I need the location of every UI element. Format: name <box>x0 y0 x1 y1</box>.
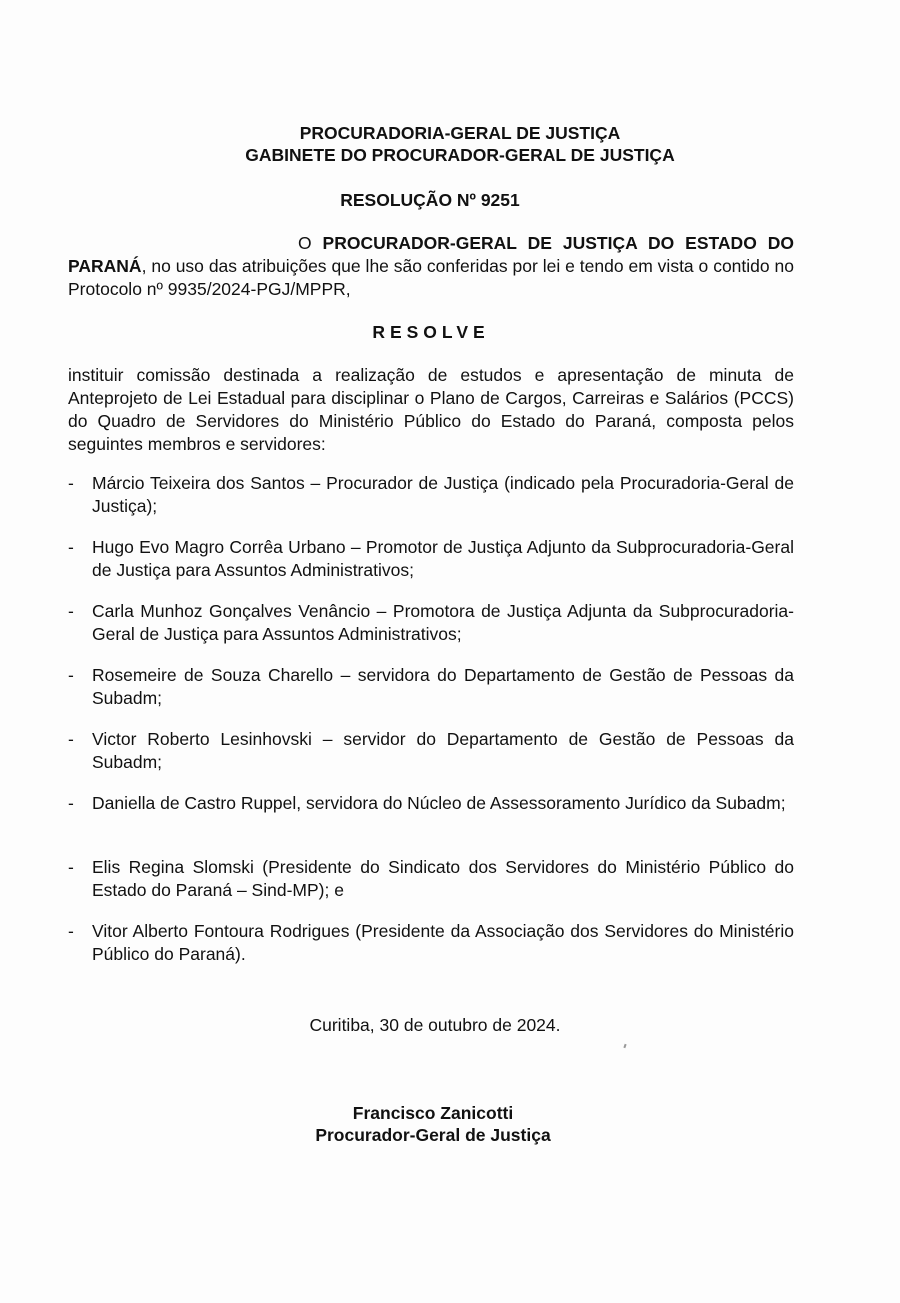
member-item <box>68 856 794 902</box>
resolve-heading: RESOLVE <box>372 322 490 342</box>
bullet-dash: - <box>68 537 74 557</box>
signatory-name: Francisco Zanicotti <box>352 1103 514 1123</box>
bullet-dash: - <box>68 601 74 621</box>
member-item <box>68 536 794 582</box>
member-item <box>68 728 794 774</box>
preamble-rest: , no uso das atribuições que lhe são conferidas por lei e tendo em vista o contido no Protocolo nº 9935/2024-PGJ/MPPR, <box>68 256 794 299</box>
member-item <box>68 920 794 966</box>
header-office: GABINETE DO PROCURADOR-GERAL DE JUSTIÇA <box>245 145 675 165</box>
resolution-title: RESOLUÇÃO Nº 9251 <box>340 190 520 210</box>
member-text: Victor Roberto Lesinhovski – servidor do Departamento de Gestão de Pessoas da Subadm; <box>92 729 794 772</box>
bullet-dash: - <box>68 729 74 749</box>
preamble-paragraph <box>68 232 794 301</box>
signature-block <box>0 1102 866 1146</box>
member-text: Elis Regina Slomski (Presidente do Sindicato dos Servidores do Ministério Público do Estado do Paraná – Sind-MP); e <box>92 857 794 900</box>
member-text: Rosemeire de Souza Charello – servidora do Departamento de Gestão de Pessoas da Subadm; <box>92 665 794 708</box>
member-item <box>68 664 794 710</box>
intro-paragraph: instituir comissão destinada a realização de estudos e apresentação de minuta de Anteprojeto de Lei Estadual para disciplinar o Plano de Cargos, Carreiras e Salários (PCCS) do Quadro de Servidores do Ministério Público do Estado do Paraná, composta pelos seguintes membros e servidores: <box>68 365 794 454</box>
document-date: Curitiba, 30 de outubro de 2024. <box>309 1015 561 1035</box>
preamble-prefix: O <box>298 233 323 253</box>
bullet-dash: - <box>68 665 74 685</box>
member-item <box>68 792 794 838</box>
member-item <box>68 600 794 646</box>
member-text: Márcio Teixeira dos Santos – Procurador de Justiça (indicado pela Procuradoria-Geral de Justiça); <box>92 473 794 516</box>
bullet-dash: - <box>68 473 74 493</box>
bullet-dash: - <box>68 793 74 813</box>
member-text: Vitor Alberto Fontoura Rodrigues (Presidente da Associação dos Servidores do Ministério Público do Paraná). <box>92 921 794 964</box>
members-list <box>68 472 794 984</box>
preamble-authority: PROCURADOR-GERAL DE JUSTIÇA DO ESTADO DO PARANÁ <box>68 233 794 276</box>
scan-speck <box>623 1044 626 1048</box>
bullet-dash: - <box>68 857 74 877</box>
member-item <box>68 472 794 518</box>
document-header <box>0 122 900 166</box>
bullet-dash: - <box>68 921 74 941</box>
member-text: Carla Munhoz Gonçalves Venâncio – Promotora de Justiça Adjunta da Subprocuradoria-Geral de Justiça para Assuntos Administrativos; <box>92 601 794 644</box>
signatory-title: Procurador-Geral de Justiça <box>315 1125 551 1145</box>
header-institution: PROCURADORIA-GERAL DE JUSTIÇA <box>299 123 621 143</box>
member-text: Daniella de Castro Ruppel, servidora do Núcleo de Assessoramento Jurídico da Subadm; <box>92 793 786 813</box>
member-text: Hugo Evo Magro Corrêa Urbano – Promotor de Justiça Adjunto da Subprocuradoria-Geral de Justiça para Assuntos Administrativos; <box>92 537 794 580</box>
